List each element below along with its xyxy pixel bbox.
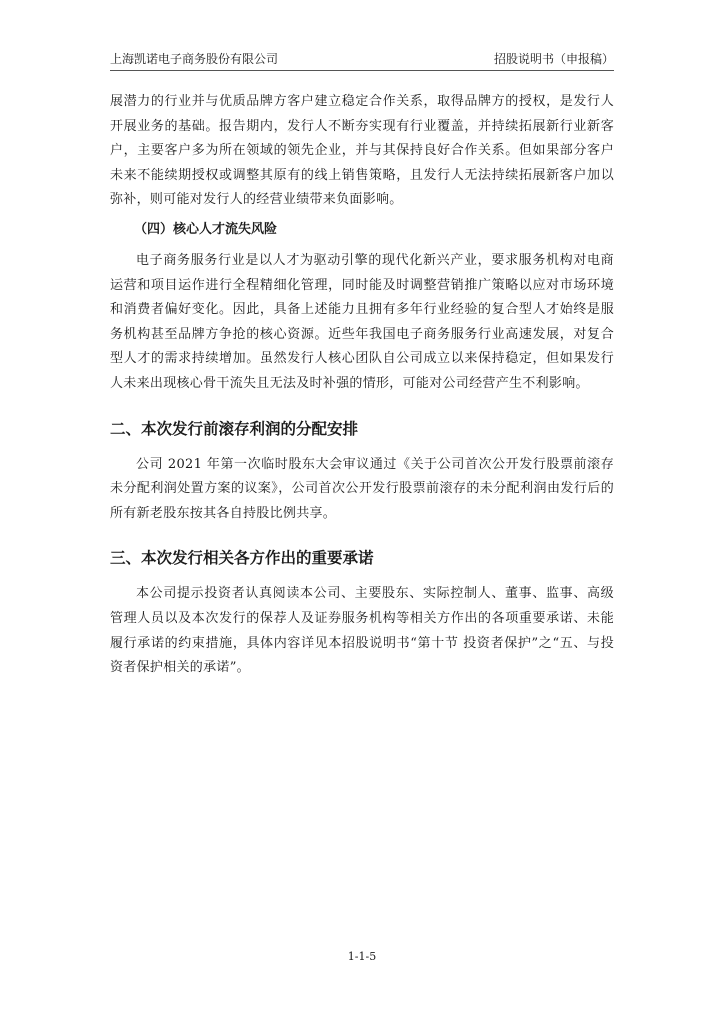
section-heading-retained-profit: 二、本次发行前滚存利润的分配安排 — [110, 419, 359, 438]
paragraph-retained-profit: 公司 2021 年第一次临时股东大会审议通过《关于公司首次公开发行股票前滚存未分配利润处置方案的议案》，公司首次公开发行股票前滚存的未分配利润由发行后的所有新老股东按其各自持股比例共享。 — [110, 456, 614, 521]
subheading-core-talent-risk: （四）核心人才流失风险 — [134, 221, 278, 237]
header-divider — [110, 70, 614, 71]
header-document-title: 招股说明书（申报稿） — [493, 52, 614, 66]
paragraph-core-talent-risk: 电子商务服务行业是以人才为驱动引擎的现代化新兴产业，要求服务机构对电商运营和项目运作进行全程精细化管理，同时能及时调整营销推广策略以应对市场环境和消费者偏好变化。因此，具备上述能力且拥有多年行业经验的复合型人才始终是服务机构甚至品牌方争抢的核心资源。近些年我国电子商务服务行业高速发展，对复合型人才的需求持续增加。虽然发行人核心团队自公司成立以来保持稳定，但如果发行人未来出现核心骨干流失且无法及时补强的情形，可能对公司经营产生不利影响。 — [110, 252, 614, 391]
page-number: 1-1-5 — [347, 950, 377, 963]
header-company-name: 上海凯诺电子商务股份有限公司 — [110, 52, 279, 66]
paragraph-commitments: 本公司提示投资者认真阅读本公司、主要股东、实际控制人、董事、监事、高级管理人员以及本次发行的保荐人及证券服务机构等相关方作出的各项重要承诺、未能履行承诺的约束措施，具体内容详见本招股说明书“第十节 投资者保护”之“五、与投资者保护相关的承诺”。 — [110, 586, 614, 676]
paragraph-brand-authorization-risk: 展潜力的行业并与优质品牌方客户建立稳定合作关系，取得品牌方的授权，是发行人开展业务的基础。报告期内，发行人不断夯实现有行业覆盖，并持续拓展新行业新客户，主要客户多为所在领域的领先企业，并与其保持良好合作关系。但如果部分客户未来不能续期授权或调整其原有的线上销售策略，且发行人无法持续拓展新客户加以弥补，则可能对发行人的经营业绩带来负面影响。 — [110, 94, 614, 208]
page-body — [110, 90, 614, 681]
page-header — [110, 52, 614, 70]
section-heading-commitments: 三、本次发行相关各方作出的重要承诺 — [110, 549, 374, 568]
